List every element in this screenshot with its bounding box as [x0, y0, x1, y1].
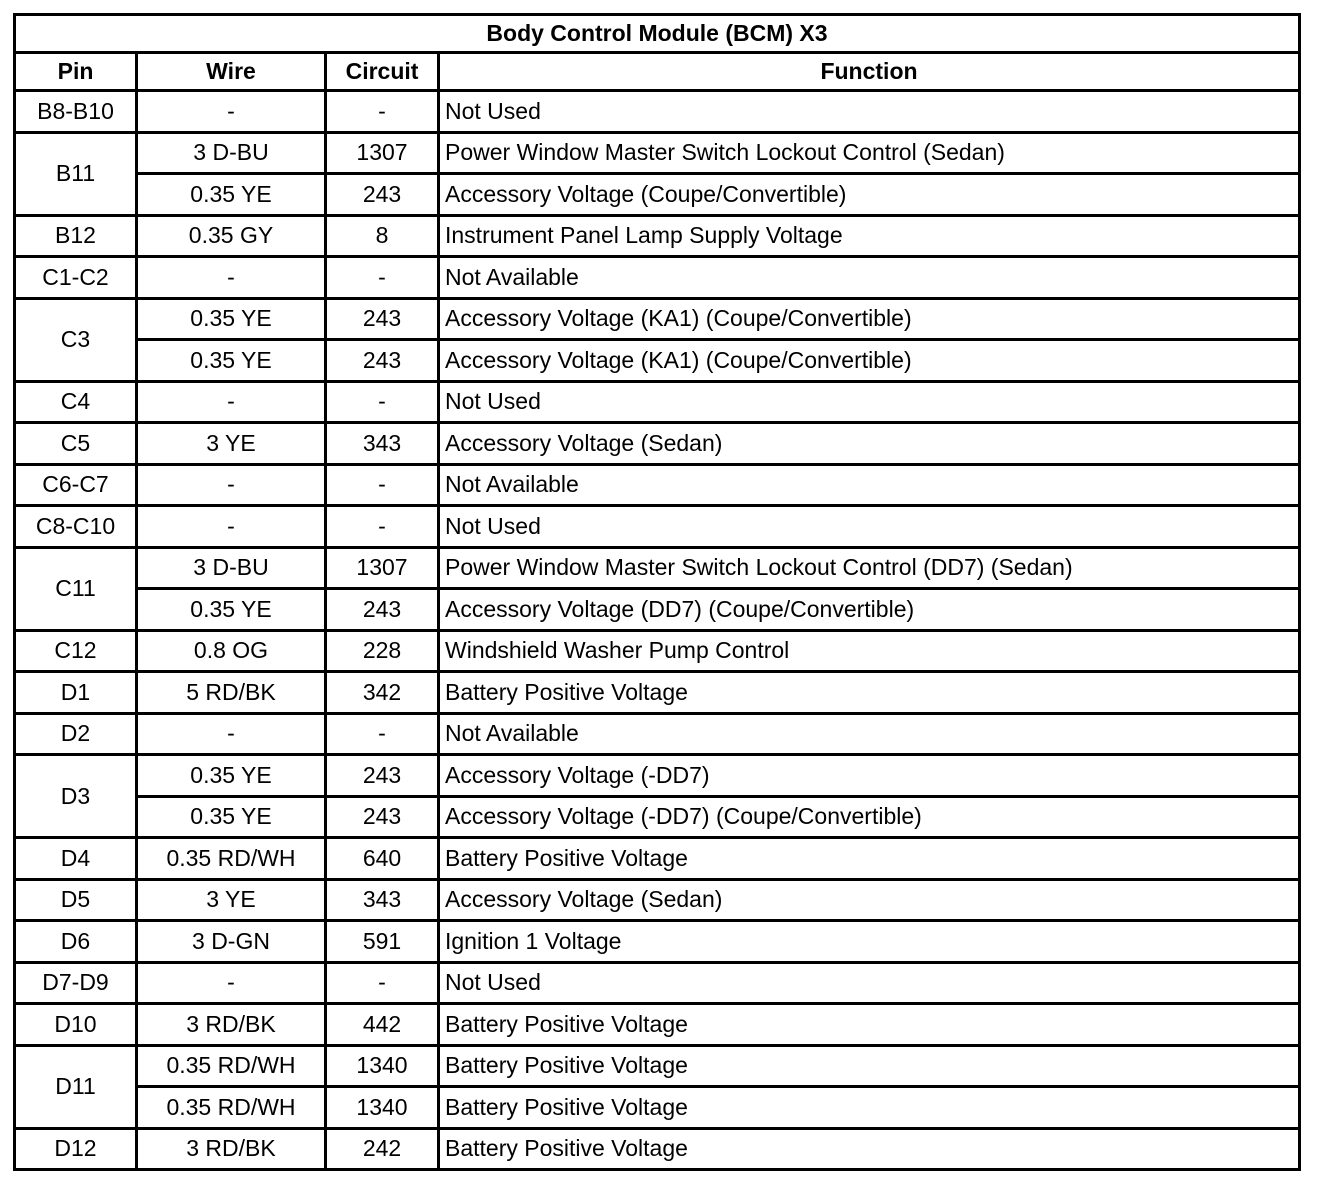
table-row: [15, 132, 1300, 174]
circuit-cell: 228: [326, 630, 439, 672]
circuit-cell: 242: [326, 1128, 439, 1170]
wire-cell: 3 RD/BK: [137, 1004, 326, 1046]
circuit-cell: 243: [326, 340, 439, 382]
wire-cell: 0.8 OG: [137, 630, 326, 672]
table-row: [15, 1004, 1300, 1046]
function-cell: Not Used: [439, 381, 1300, 423]
table-row: [15, 589, 1300, 631]
pin-cell: C6-C7: [15, 464, 137, 506]
function-cell: Accessory Voltage (Sedan): [439, 423, 1300, 465]
wire-cell: 0.35 RD/WH: [137, 1087, 326, 1129]
table-row: [15, 423, 1300, 465]
pin-cell: D3: [15, 755, 137, 838]
pin-cell: D1: [15, 672, 137, 714]
pin-cell: D5: [15, 879, 137, 921]
table-row: [15, 91, 1300, 133]
wire-cell: 3 D-BU: [137, 132, 326, 174]
wire-cell: -: [137, 962, 326, 1004]
pin-cell: B8-B10: [15, 91, 137, 133]
table-row: [15, 1087, 1300, 1129]
table-row: [15, 921, 1300, 963]
function-cell: Accessory Voltage (Sedan): [439, 879, 1300, 921]
pin-cell: B11: [15, 132, 137, 215]
circuit-cell: -: [326, 713, 439, 755]
function-cell: Accessory Voltage (KA1) (Coupe/Convertible): [439, 298, 1300, 340]
pin-cell: C1-C2: [15, 257, 137, 299]
function-cell: Accessory Voltage (-DD7): [439, 755, 1300, 797]
wire-cell: -: [137, 464, 326, 506]
pin-cell: D12: [15, 1128, 137, 1170]
function-cell: Instrument Panel Lamp Supply Voltage: [439, 215, 1300, 257]
circuit-cell: -: [326, 962, 439, 1004]
wire-cell: 0.35 YE: [137, 174, 326, 216]
circuit-cell: 243: [326, 796, 439, 838]
function-cell: Accessory Voltage (-DD7) (Coupe/Convertible): [439, 796, 1300, 838]
wire-cell: 0.35 RD/WH: [137, 838, 326, 880]
table-row: [15, 257, 1300, 299]
wire-cell: 5 RD/BK: [137, 672, 326, 714]
function-cell: Ignition 1 Voltage: [439, 921, 1300, 963]
table-row: [15, 1128, 1300, 1170]
circuit-cell: 1340: [326, 1045, 439, 1087]
table-row: [15, 962, 1300, 1004]
pin-cell: D4: [15, 838, 137, 880]
wire-cell: 0.35 GY: [137, 215, 326, 257]
circuit-cell: -: [326, 464, 439, 506]
table-row: [15, 838, 1300, 880]
circuit-cell: -: [326, 381, 439, 423]
circuit-cell: 1307: [326, 547, 439, 589]
wire-cell: 0.35 YE: [137, 589, 326, 631]
wire-cell: 0.35 YE: [137, 298, 326, 340]
function-cell: Not Available: [439, 257, 1300, 299]
wire-cell: 3 YE: [137, 879, 326, 921]
table-row: [15, 340, 1300, 382]
table-row: [15, 796, 1300, 838]
table-row: [15, 547, 1300, 589]
circuit-cell: -: [326, 91, 439, 133]
circuit-cell: 243: [326, 174, 439, 216]
pin-cell: C3: [15, 298, 137, 381]
function-cell: Battery Positive Voltage: [439, 1004, 1300, 1046]
wire-cell: 3 D-GN: [137, 921, 326, 963]
pin-cell: B12: [15, 215, 137, 257]
function-cell: Accessory Voltage (DD7) (Coupe/Convertible): [439, 589, 1300, 631]
function-cell: Power Window Master Switch Lockout Control (Sedan): [439, 132, 1300, 174]
wire-cell: -: [137, 506, 326, 548]
wire-cell: -: [137, 257, 326, 299]
table-row: [15, 630, 1300, 672]
table-row: [15, 755, 1300, 797]
table-row: [15, 381, 1300, 423]
circuit-cell: 243: [326, 589, 439, 631]
circuit-cell: 591: [326, 921, 439, 963]
pin-cell: C12: [15, 630, 137, 672]
pin-cell: C8-C10: [15, 506, 137, 548]
table-row: [15, 506, 1300, 548]
circuit-column-header: Circuit: [326, 53, 439, 91]
wire-cell: -: [137, 713, 326, 755]
function-cell: Battery Positive Voltage: [439, 672, 1300, 714]
wire-cell: 3 YE: [137, 423, 326, 465]
function-cell: Battery Positive Voltage: [439, 1087, 1300, 1129]
function-cell: Power Window Master Switch Lockout Control (DD7) (Sedan): [439, 547, 1300, 589]
wire-cell: 0.35 RD/WH: [137, 1045, 326, 1087]
pin-cell: D2: [15, 713, 137, 755]
table-row: [15, 215, 1300, 257]
pin-cell: D10: [15, 1004, 137, 1046]
pin-cell: D6: [15, 921, 137, 963]
pin-cell: C5: [15, 423, 137, 465]
header-row: [15, 53, 1300, 91]
circuit-cell: 342: [326, 672, 439, 714]
circuit-cell: 1307: [326, 132, 439, 174]
function-cell: Not Used: [439, 506, 1300, 548]
table-row: [15, 672, 1300, 714]
function-cell: Not Used: [439, 91, 1300, 133]
table-title: Body Control Module (BCM) X3: [15, 15, 1300, 53]
function-cell: Battery Positive Voltage: [439, 838, 1300, 880]
table-body: [15, 91, 1300, 1170]
wire-cell: -: [137, 91, 326, 133]
function-cell: Battery Positive Voltage: [439, 1045, 1300, 1087]
wire-cell: 3 RD/BK: [137, 1128, 326, 1170]
wire-cell: 3 D-BU: [137, 547, 326, 589]
title-row: [15, 15, 1300, 53]
circuit-cell: 8: [326, 215, 439, 257]
table-row: [15, 298, 1300, 340]
wire-cell: 0.35 YE: [137, 755, 326, 797]
circuit-cell: 442: [326, 1004, 439, 1046]
circuit-cell: 243: [326, 755, 439, 797]
wire-cell: 0.35 YE: [137, 796, 326, 838]
pin-column-header: Pin: [15, 53, 137, 91]
function-cell: Battery Positive Voltage: [439, 1128, 1300, 1170]
table-row: [15, 713, 1300, 755]
pin-cell: D11: [15, 1045, 137, 1128]
function-cell: Windshield Washer Pump Control: [439, 630, 1300, 672]
circuit-cell: 343: [326, 423, 439, 465]
pin-cell: C4: [15, 381, 137, 423]
wire-column-header: Wire: [137, 53, 326, 91]
circuit-cell: -: [326, 257, 439, 299]
function-cell: Accessory Voltage (Coupe/Convertible): [439, 174, 1300, 216]
circuit-cell: 640: [326, 838, 439, 880]
table-row: [15, 879, 1300, 921]
wire-cell: 0.35 YE: [137, 340, 326, 382]
pin-cell: D7-D9: [15, 962, 137, 1004]
circuit-cell: 243: [326, 298, 439, 340]
table-row: [15, 174, 1300, 216]
pin-cell: C11: [15, 547, 137, 630]
function-cell: Not Used: [439, 962, 1300, 1004]
table-row: [15, 464, 1300, 506]
table-row: [15, 1045, 1300, 1087]
circuit-cell: 343: [326, 879, 439, 921]
circuit-cell: 1340: [326, 1087, 439, 1129]
circuit-cell: -: [326, 506, 439, 548]
function-cell: Accessory Voltage (KA1) (Coupe/Convertible): [439, 340, 1300, 382]
bcm-x3-pinout-table: [13, 13, 1301, 1171]
function-column-header: Function: [439, 53, 1300, 91]
function-cell: Not Available: [439, 713, 1300, 755]
function-cell: Not Available: [439, 464, 1300, 506]
wire-cell: -: [137, 381, 326, 423]
